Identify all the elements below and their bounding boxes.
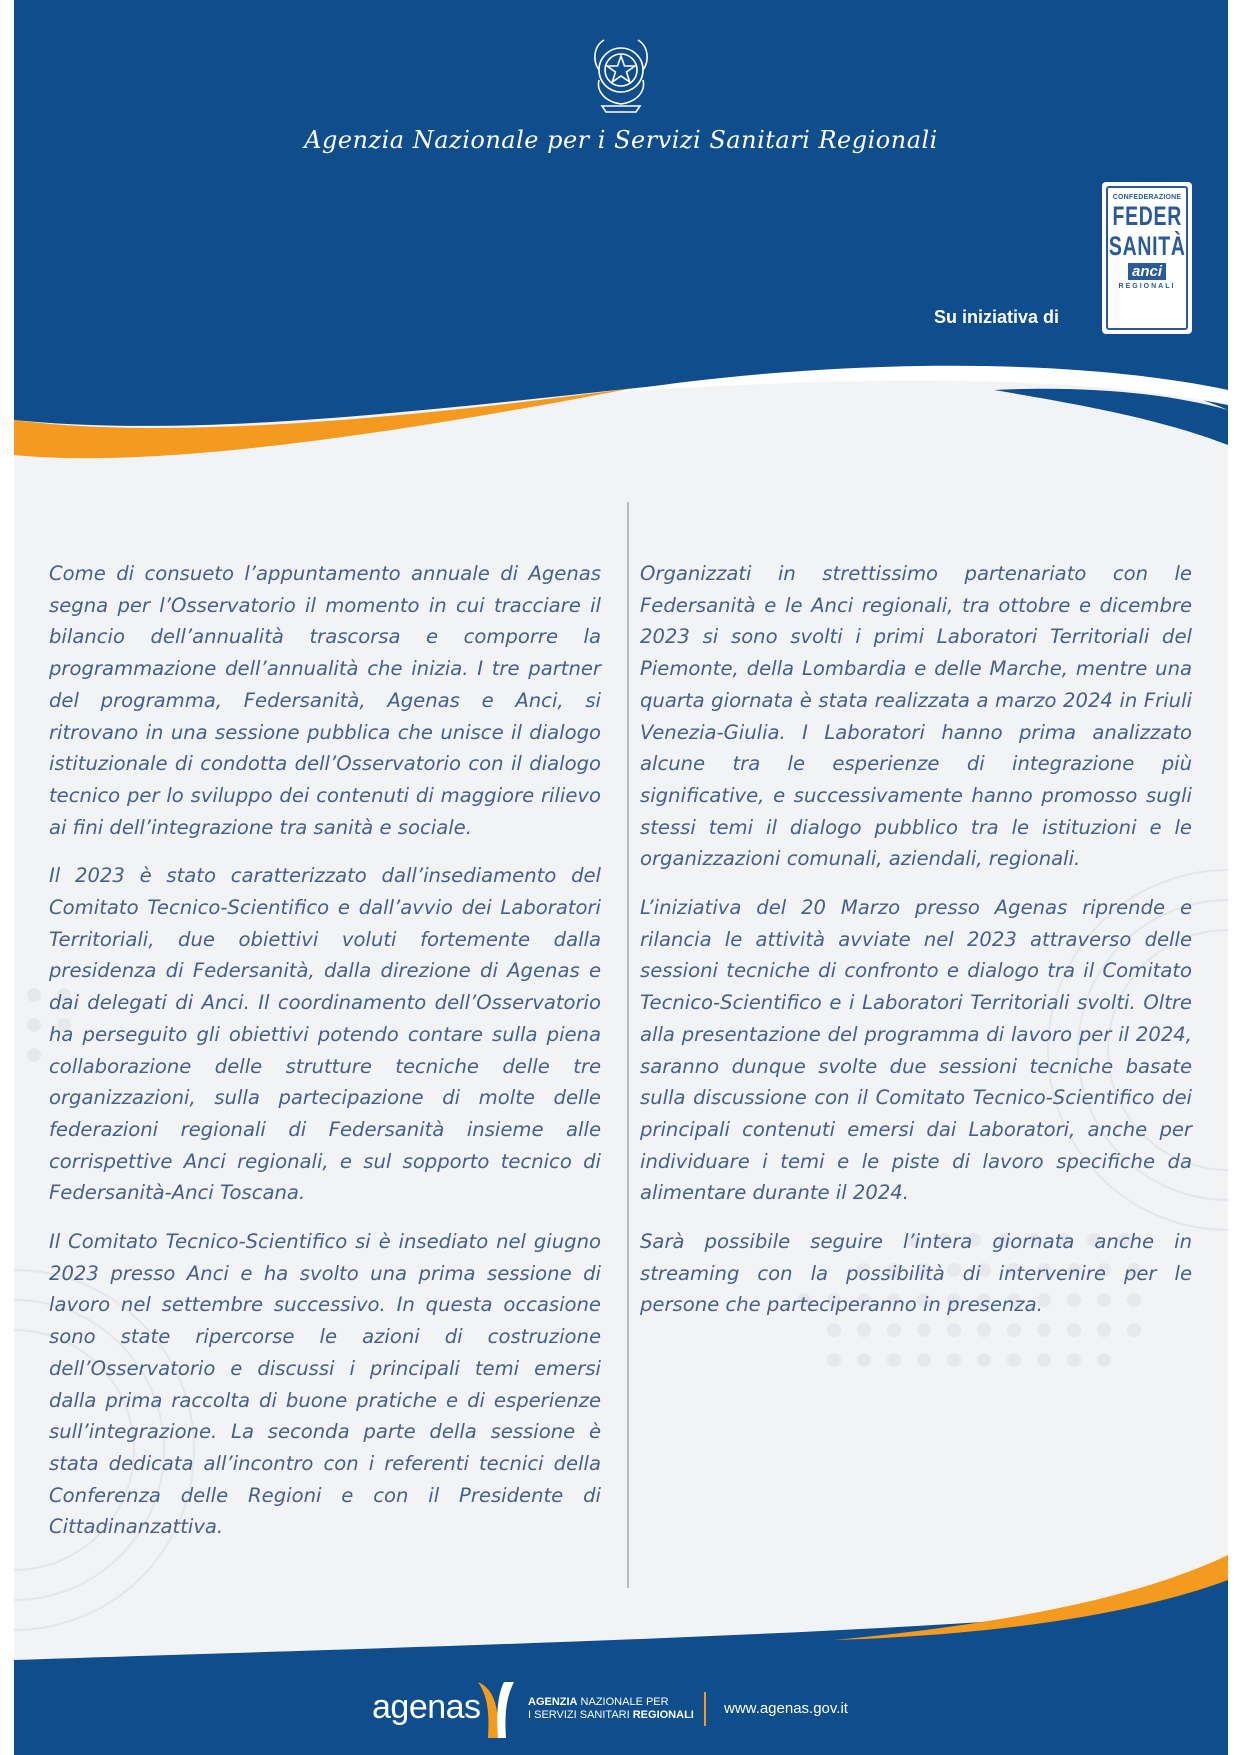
right-paragraph-1: Organizzati in strettissimo partenariato con le Federsanità e le Anci regionali, tra ottobre e dicembre 2023 si sono svolti i primi Laboratori Territoriali del Piemonte, della Lombardia e delle Marche, mentre una quarta giornata è stata realizzata a marzo 2024 in Friuli Venezia-Giulia. I Laboratori hanno prima analizzato alcune tra le esperienze di integrazione più significative, e successivamente hanno promosso sugli stessi temi il dialogo pubblico tra le istituzioni e le organizzazioni comunali, aziendali, regionali.: [640, 562, 1192, 871]
logo-anci: anci: [1128, 263, 1166, 280]
footer-agency-line1-rest: NAZIONALE PER: [577, 1696, 669, 1708]
logo-bottom-text: REGIONALI: [1118, 283, 1176, 290]
footer-band: [14, 1565, 1228, 1755]
right-column: [640, 558, 1192, 1338]
logo-top-text: CONFEDERAZIONE: [1112, 194, 1182, 201]
document-page: [14, 0, 1228, 1755]
footer-agency-name: [528, 1696, 694, 1722]
agenas-logo-wordmark: agenas: [372, 1688, 481, 1726]
logo-line1: FEDER: [1112, 201, 1182, 231]
italian-republic-emblem: [584, 32, 658, 114]
footer-agency-line2-bold: REGIONALI: [632, 1709, 694, 1721]
footer-separator: [704, 1692, 706, 1726]
footer-agency-line1-bold: AGENZIA: [528, 1696, 578, 1708]
footer-website-link[interactable]: www.agenas.gov.it: [724, 1700, 848, 1717]
left-paragraph-1: Come di consueto l’appuntamento annuale di Agenas segna per l’Osservatorio il momento in cui tracciare il bilancio dell’annualità trascorsa e comporre la programmazione dell’annualità che inizia. I tre partner del programma, Federsanità, Agenas e Anci, si ritrovano in una sessione pubblica che unisce il dialogo istituzionale di condotta dell’Osservatorio con il dialogo tecnico per lo sviluppo dei contenuti di maggiore rilievo ai fini dell’integrazione tra sanità e sociale.: [49, 562, 601, 839]
initiative-label: Su iniziativa di: [934, 307, 1060, 327]
right-paragraph-3: Sarà possibile seguire l’intera giornata anche in streaming con la possibilità di intervenire per le persone che parteciperanno in presenza.: [640, 1230, 1192, 1317]
agency-title: Agenzia Nazionale per i Servizi Sanitari Regionali: [304, 126, 938, 154]
left-paragraph-3: Il Comitato Tecnico-Scientifico si è insediato nel giugno 2023 presso Anci e ha svolto una prima sessione di lavoro nel settembre successivo. In questa occasione sono state ripercorse le azioni di costruzione dell’Osservatorio e discussi i principali temi emersi dalla prima raccolta di buone pratiche e di esperienze sull’integrazione. La seconda parte della sessione è stata dedicata all’incontro con i referenti tecnici della Conferenza delle Regioni e con il Presidente di Cittadinanzattiva.: [49, 1230, 601, 1539]
footer-agency-line2-rest: I SERVIZI SANITARI: [528, 1709, 633, 1721]
logo-line2: SANITÀ: [1108, 231, 1186, 261]
left-column: [49, 558, 601, 1560]
column-divider: [627, 502, 629, 1588]
left-paragraph-2: Il 2023 è stato caratterizzato dall’insediamento del Comitato Tecnico-Scientifico e dall’avvio dei Laboratori Territoriali, due obiettivi voluti fortemente dalla presidenza di Federsanità, dalla direzione di Agenas e dai delegati di Anci. Il coordinamento dell’Osservatorio ha perseguito gli obiettivi potendo contare sulla piena collaborazione delle strutture tecniche delle tre organizzazioni, sulla partecipazione di molte delle federazioni regionali di Federsanità insieme alle corrispettive Anci regionali, e sul sopporto tecnico di Federsanità-Anci Toscana.: [49, 864, 601, 1205]
federsanita-logo: [1102, 182, 1192, 334]
right-paragraph-2: L’iniziativa del 20 Marzo presso Agenas riprende e rilancia le attività avviate nel 2023 attraverso delle sessioni tecniche di confronto e dialogo tra il Comitato Tecnico-Scientifico e i Laboratori Territoriali svolti. Oltre alla presentazione del programma di lavoro per il 2024, saranno dunque svolte due sessioni tecniche basate sulla discussione con il Comitato Tecnico-Scientifico dei principali contenuti emersi dai Laboratori, anche per individuare i temi e le piste di lavoro specifiche da alimentare durante il 2024.: [640, 896, 1192, 1205]
agenas-logo-mark: [474, 1678, 526, 1742]
